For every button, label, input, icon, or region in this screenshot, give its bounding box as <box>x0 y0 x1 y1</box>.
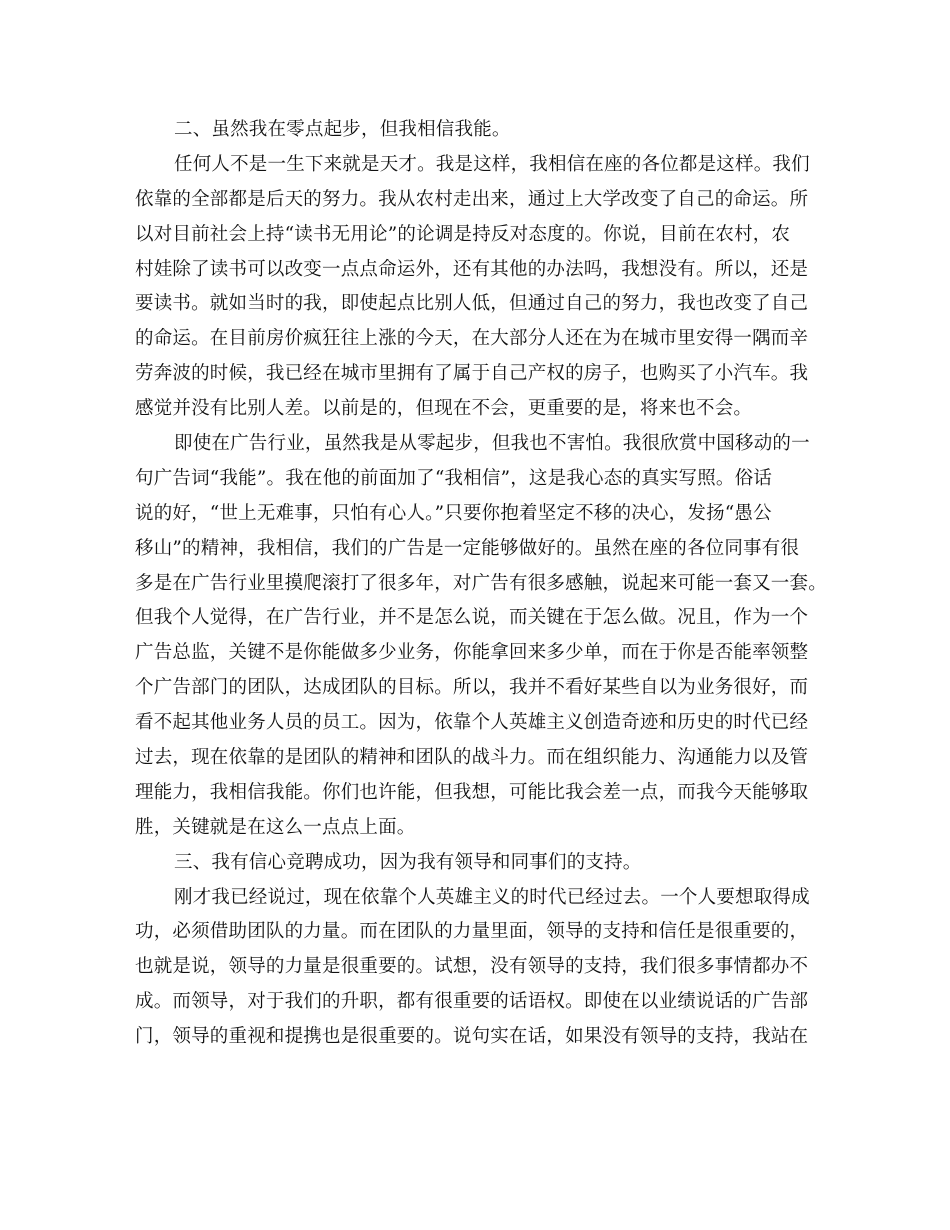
paragraph-first-line: 即使在广告行业，虽然我是从零起步，但我也不害怕。我很欣赏中国移动的一 <box>174 433 810 455</box>
text-line: 理能力，我相信我能。你们也许能，但我想，可能比我会差一点，而我今天能够取 <box>135 781 809 803</box>
text-line: 但我个人觉得，在广告行业，并不是怎么说，而关键在于怎么做。况且，作为一个 <box>135 607 809 629</box>
paragraph-first-line: 二、虽然我在零点起步，但我相信我能。 <box>174 119 511 140</box>
paragraph-first-line: 刚才我已经说过，现在依靠个人英雄主义的时代已经过去。一个人要想取得成 <box>174 886 810 908</box>
text-line: 广告总监，关键不是你能做多少业务，你能拿回来多少单，而在于你是否能率领整 <box>135 642 809 664</box>
text-line: 功，必须借助团队的力量。而在团队的力量里面，领导的支持和信任是很重要的， <box>135 921 809 943</box>
text-line: 劳奔波的时候，我已经在城市里拥有了属于自己产权的房子，也购买了小汽车。我 <box>135 363 809 385</box>
text-line: 看不起其他业务人员的员工。因为，依靠个人英雄主义创造奇迹和历史的时代已经 <box>135 712 809 734</box>
text-line: 多是在广告行业里摸爬滚打了很多年，对广告有很多感触，说起来可能一套又一套。 <box>135 572 827 594</box>
text-line: 感觉并没有比别人差。以前是的，但现在不会，更重要的是，将来也不会。 <box>135 398 753 420</box>
text-line: 村娃除了读书可以改变一点点命运外，还有其他的办法吗，我想没有。所以，还是 <box>135 258 809 280</box>
paragraph-first-line: 三、我有信心竞聘成功，因为我有领导和同事们的支持。 <box>174 851 642 873</box>
text-line: 要读书。就如当时的我，即使起点比别人低，但通过自己的努力，我也改变了自己 <box>135 293 809 315</box>
text-line: 胜，关键就是在这么一点点上面。 <box>135 816 416 838</box>
text-line: 说的好，“世上无难事，只怕有心人。”只要你抱着坚定不移的决心，发扬“愚公 <box>135 502 772 524</box>
text-line: 也就是说，领导的力量是很重要的。试想，没有领导的支持，我们很多事情都办不 <box>135 956 809 978</box>
text-line: 门，领导的重视和提携也是很重要的。说句实在话，如果没有领导的支持，我站在 <box>135 1026 809 1048</box>
text-line: 移山”的精神，我相信，我们的广告是一定能够做好的。虽然在座的各位同事有很 <box>135 537 800 559</box>
text-line: 以对目前社会上持“读书无用论”的论调是持反对态度的。你说，目前在农村，农 <box>135 223 791 245</box>
document-body <box>135 113 825 1055</box>
text-line: 成。而领导，对于我们的升职，都有很重要的话语权。即使在以业绩说话的广告部 <box>135 991 809 1013</box>
paragraph-first-line: 任何人不是一生下来就是天才。我是这样，我相信在座的各位都是这样。我们 <box>174 153 810 175</box>
text-line: 过去，现在依靠的是团队的精神和团队的战斗力。而在组织能力、沟通能力以及管 <box>135 747 809 769</box>
text-line: 的命运。在目前房价疯狂往上涨的今天，在大部分人还在为在城市里安得一隅而辛 <box>135 328 809 350</box>
text-line: 句广告词“我能”。我在他的前面加了“我相信”，这是我心态的真实写照。俗话 <box>135 467 773 489</box>
text-line: 个广告部门的团队，达成团队的目标。所以，我并不看好某些自以为业务很好，而 <box>135 677 809 699</box>
text-line: 依靠的全部都是后天的努力。我从农村走出来，通过上大学改变了自己的命运。所 <box>135 188 809 210</box>
